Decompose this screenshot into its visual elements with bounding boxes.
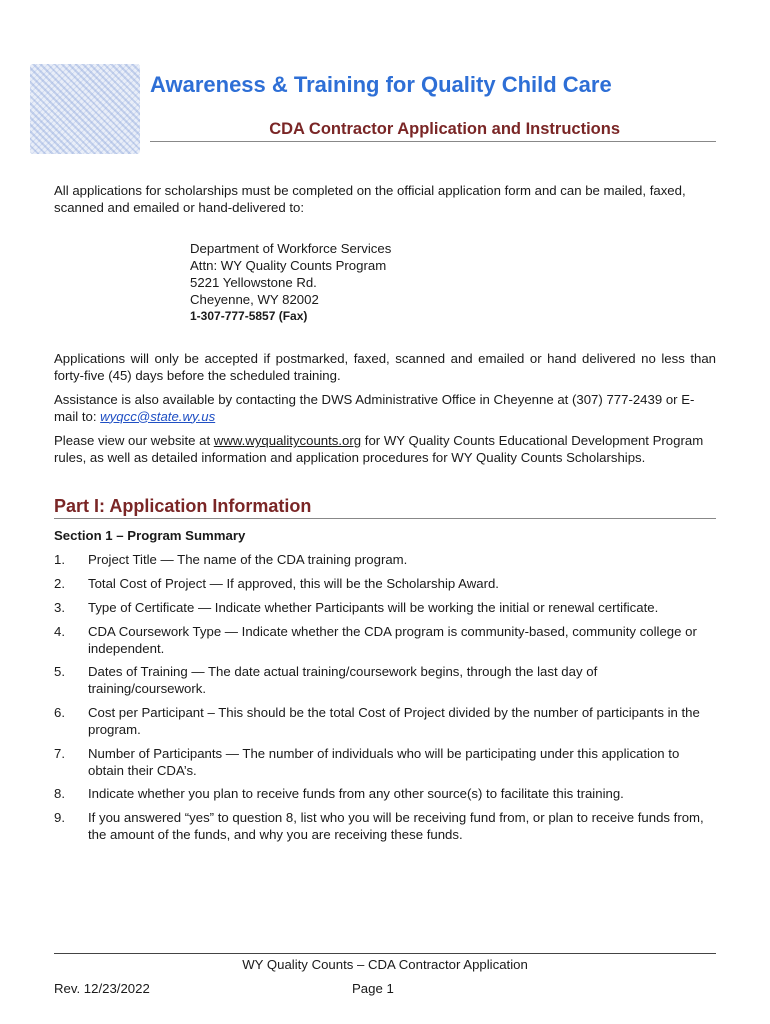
list-item-text: CDA Coursework Type — Indicate whether the CDA program is community-based, community college or independent. xyxy=(88,624,697,656)
list-item-text: Project Title — The name of the CDA training program. xyxy=(88,552,408,567)
address-line: Cheyenne, WY 82002 xyxy=(190,292,319,307)
list-item-number: 4. xyxy=(54,624,65,639)
document-subtitle: CDA Contractor Application and Instructions xyxy=(269,120,620,138)
mailing-address xyxy=(190,240,391,325)
address-line: Attn: WY Quality Counts Program xyxy=(190,258,387,273)
organization-logo-icon xyxy=(30,64,140,154)
list-item-number: 5. xyxy=(54,664,65,679)
deadline-paragraph: Applications will only be accepted if postmarked, faxed, scanned and emailed or hand delivered no less than forty-five (45) days before the scheduled training. xyxy=(54,351,716,383)
list-item-number: 1. xyxy=(54,552,65,567)
list-item-number: 7. xyxy=(54,746,65,761)
list-item-number: 3. xyxy=(54,600,65,615)
footer-divider xyxy=(54,953,716,954)
website-paragraph xyxy=(54,433,716,466)
section-heading: Section 1 – Program Summary xyxy=(54,528,246,543)
website-suffix: for WY Quality Counts Educational Development Program rules, as well as detailed information and application procedures for WY Quality Counts Scholarships. xyxy=(54,433,704,465)
list-item-number: 6. xyxy=(54,705,65,720)
list-item-text: Type of Certificate — Indicate whether Participants will be working the initial or renewal certificate. xyxy=(88,600,659,615)
list-item-text: Number of Participants — The number of individuals who will be participating under this application to obtain their CDA’s. xyxy=(88,746,680,778)
list-item-number: 9. xyxy=(54,810,65,825)
assistance-text: Assistance is also available by contacting the DWS Administrative Office in Cheyenne at (307) 777-2439 or E-mail to: xyxy=(54,392,695,424)
document-title: Awareness & Training for Quality Child Care xyxy=(150,72,612,97)
list-item-text: Indicate whether you plan to receive funds from any other source(s) to facilitate this training. xyxy=(88,786,624,801)
website-link[interactable]: www.wyqualitycounts.org xyxy=(213,433,362,448)
address-line: Department of Workforce Services xyxy=(190,241,392,256)
part-heading: Part I: Application Information xyxy=(54,496,312,516)
part-divider xyxy=(54,518,716,519)
list-item-number: 8. xyxy=(54,786,65,801)
intro-paragraph: All applications for scholarships must be completed on the official application form and can be mailed, faxed, scanned and emailed or hand-delivered to: xyxy=(54,183,686,215)
list-item-text: Total Cost of Project — If approved, this will be the Scholarship Award. xyxy=(88,576,499,591)
list-item-number: 2. xyxy=(54,576,65,591)
page-number: Page 1 xyxy=(352,981,394,996)
list-item-text: Dates of Training — The date actual training/coursework begins, through the last day of training/coursework. xyxy=(88,664,598,696)
list-item-text: If you answered “yes” to question 8, list who you will be receiving fund from, or plan to receive funds from, the amount of the funds, and why you are receiving these funds. xyxy=(88,810,704,842)
fax-number: 1-307-777-5857 (Fax) xyxy=(190,309,308,323)
website-prefix: Please view our website at xyxy=(54,433,214,448)
footer-title: WY Quality Counts – CDA Contractor Application xyxy=(242,957,528,972)
list-item-text: Cost per Participant – This should be the total Cost of Project divided by the number of participants in the program. xyxy=(88,705,700,737)
address-line: 5221 Yellowstone Rd. xyxy=(190,275,317,290)
revision-date: Rev. 12/23/2022 xyxy=(54,981,150,996)
header-divider xyxy=(150,141,716,142)
assistance-paragraph xyxy=(54,392,716,425)
email-link[interactable]: wyqcc@state.wy.us xyxy=(100,408,216,424)
